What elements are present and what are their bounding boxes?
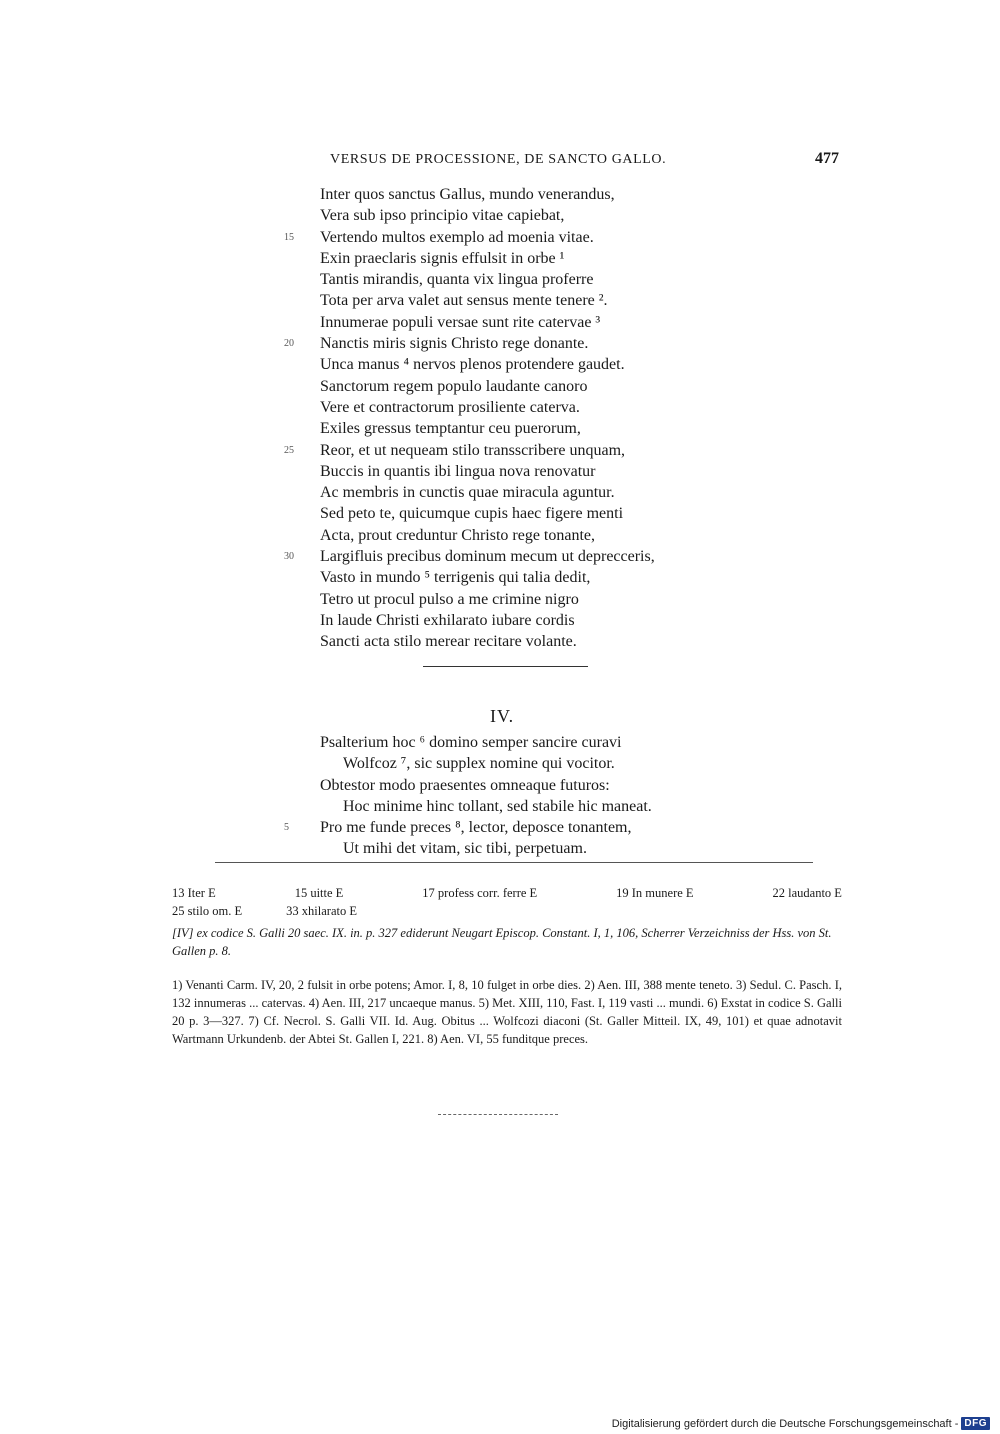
verse-text: Exin praeclaris signis effulsit in orbe ¹ [320, 249, 565, 267]
line-number: 30 [284, 551, 294, 563]
verse-text: Exiles gressus temptantur ceu puerorum, [320, 420, 581, 438]
verse-line [0, 227, 1000, 248]
source-note: [IV] ex codice S. Galli 20 saec. IX. in. p. 327 ediderunt Neugart Episcop. Constant. I, 1, 106, Scherrer Verzeichniss der Hss. von St. Gallen p. 8. [172, 926, 832, 958]
verse-line [0, 461, 1000, 482]
digitization-footer [612, 1417, 990, 1430]
dfg-logo: DFG [961, 1417, 990, 1430]
verse-line [0, 248, 1000, 269]
verse-line [0, 397, 1000, 418]
verse-line [0, 631, 1000, 652]
verse-text: Tetro ut procul pulso a me crimine nigro [320, 590, 579, 608]
verse-text: Buccis in quantis ibi lingua nova renovatur [320, 462, 596, 480]
apparatus-entry: 22 laudanto E [772, 886, 842, 900]
verse-text: Sanctorum regem populo laudante canoro [320, 377, 588, 395]
verse-text: Ut mihi det vitam, sic tibi, perpetuam. [343, 840, 587, 858]
apparatus-entry: 25 stilo om. E [172, 904, 243, 918]
apparatus-entry: 33 xhilarato E [286, 904, 357, 918]
footnotes: 1) Venanti Carm. IV, 20, 2 fulsit in orbe potens; Amor. I, 8, 10 fulget in orbe dies. 2) Aen. III, 388 mente teneto. 3) Sedul. C. Pasch. I, 132 innumeras ... catervas. 4) Aen. III, 217 uncaeque manus. 5) Met. XIII, 110, Fast. I, 119 vasti ... mundi. 6) Exstat in codice S. Galli 20 p. 3—327. 7) Cf. Necrol. S. Galli VII. Id. Aug. Obitus ... Wolfcozi diaconi (St. Galler Mitteil. IX, 49, 101) et quae adnotavit Wartmann Urkundenb. der Abtei St. Gallen I, 221. 8) Aen. VI, 55 funditque preces. [172, 978, 842, 1046]
footer-text: Digitalisierung gefördert durch die Deutsche Forschungsgemeinschaft - [611, 1417, 959, 1430]
page-number: 477 [815, 150, 839, 167]
line-number: 20 [284, 338, 294, 350]
line-number: 25 [284, 444, 294, 456]
verse-line [0, 732, 1000, 753]
verse-line [0, 775, 1000, 796]
section-title: IV. [490, 706, 515, 726]
verse-line [0, 610, 1000, 631]
verse-text: Sancti acta stilo merear recitare volante. [320, 633, 577, 651]
section-divider [423, 666, 588, 667]
verse-text: Wolfcoz ⁷, sic supplex nomine qui vocitor. [343, 755, 615, 773]
verse-line [0, 796, 1000, 817]
apparatus-entry: 19 In munere E [616, 886, 694, 900]
verse-line [0, 525, 1000, 546]
verse-text: Tantis mirandis, quanta vix lingua proferre [320, 271, 594, 289]
verse-text: Largifluis precibus dominum mecum ut deprecceris, [320, 548, 655, 566]
verse-text: Psalterium hoc ⁶ domino semper sancire curavi [320, 734, 622, 751]
verse-text: Inter quos sanctus Gallus, mundo venerandus, [320, 186, 615, 203]
critical-apparatus [172, 884, 842, 920]
verse-text: Vere et contractorum prosiliente caterva. [320, 398, 580, 416]
verse-line [0, 817, 1000, 838]
verse-line [0, 546, 1000, 567]
verse-line [0, 184, 1000, 205]
verse-line [0, 838, 1000, 859]
verse-line [0, 567, 1000, 588]
verse-text: Pro me funde preces ⁸, lector, deposce tonantem, [320, 819, 632, 837]
poem-iv [0, 732, 1000, 860]
line-number: 5 [284, 822, 289, 834]
verse-line [0, 290, 1000, 311]
verse-line [0, 269, 1000, 290]
apparatus-entry: 17 profess corr. ferre E [422, 886, 538, 900]
apparatus-row [172, 884, 842, 902]
verse-text: Hoc minime hinc tollant, sed stabile hic maneat. [343, 797, 652, 815]
verse-text: Vera sub ipso principio vitae capiebat, [320, 207, 565, 225]
verse-text: Unca manus ⁴ nervos plenos protendere gaudet. [320, 356, 625, 374]
verse-text: Innumerae populi versae sunt rite catervae ³ [320, 313, 601, 331]
apparatus-entry: 15 uitte E [294, 886, 344, 900]
poem-main [0, 184, 1000, 653]
running-title: VERSUS DE PROCESSIONE, DE SANCTO GALLO. [330, 152, 667, 167]
verse-line [0, 333, 1000, 354]
verse-text: Reor, et ut nequeam stilo transscribere unquam, [320, 441, 626, 459]
verse-line [0, 482, 1000, 503]
verse-text: Acta, prout creduntur Christo rege tonante, [320, 526, 596, 544]
verse-line [0, 503, 1000, 524]
verse-text: Vasto in mundo ⁵ terrigenis qui talia dedit, [320, 569, 591, 587]
verse-line [0, 205, 1000, 226]
verse-line [0, 418, 1000, 439]
verse-text: Ac membris in cunctis quae miracula aguntur. [320, 484, 615, 502]
end-mark [438, 1114, 558, 1115]
verse-line [0, 376, 1000, 397]
line-number: 15 [284, 231, 294, 243]
verse-line [0, 354, 1000, 375]
verse-text: Tota per arva valet aut sensus mente tenere ². [320, 292, 608, 310]
verse-text: Nanctis miris signis Christo rege donante. [320, 335, 589, 353]
verse-text: Vertendo multos exemplo ad moenia vitae. [320, 228, 594, 246]
apparatus-entry: 13 Iter E [172, 886, 216, 900]
verse-line [0, 753, 1000, 774]
verse-text: Sed peto te, quicumque cupis haec figere menti [320, 505, 624, 523]
verse-text: In laude Christi exhilarato iubare cordis [320, 611, 575, 629]
apparatus-row [172, 902, 842, 920]
verse-line [0, 589, 1000, 610]
footnote-rule [215, 862, 813, 863]
verse-line [0, 440, 1000, 461]
verse-line [0, 312, 1000, 333]
verse-text: Obtestor modo praesentes omneaque futuros: [320, 776, 610, 794]
